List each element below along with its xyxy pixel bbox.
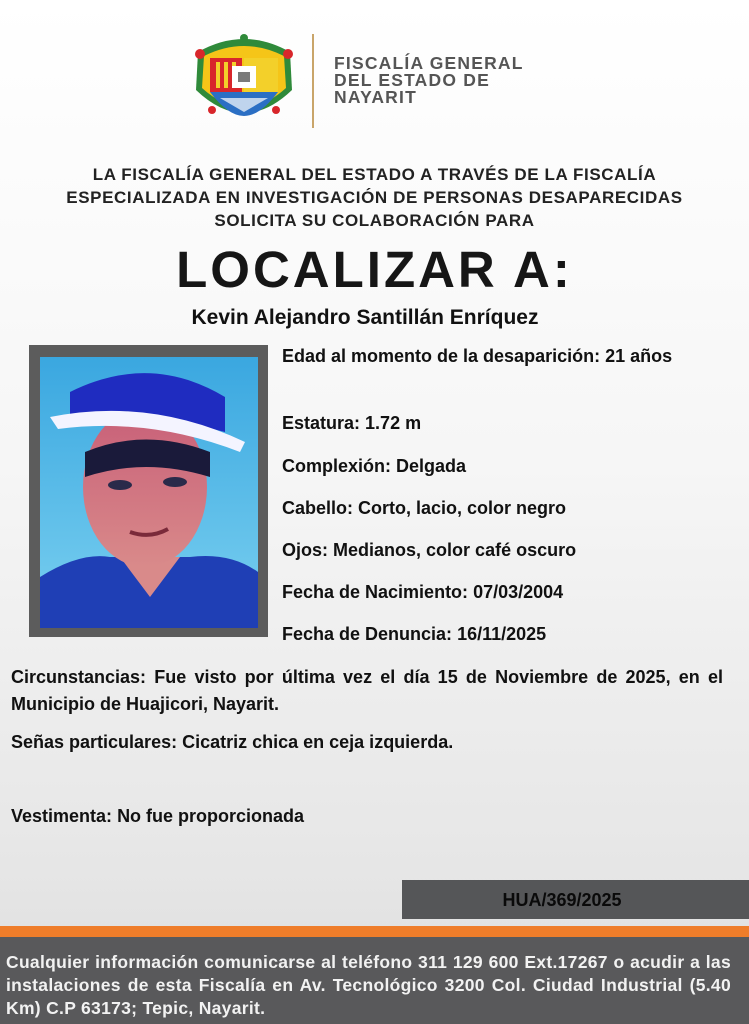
field-value: Corto, lacio, color negro — [358, 498, 567, 518]
distinguishing-marks-text: Cicatriz chica en ceja izquierda. — [182, 732, 454, 752]
case-number: HUA/369/2025 — [502, 890, 622, 910]
case-number-box — [402, 880, 749, 919]
field-value: 1.72 m — [365, 413, 422, 433]
clothing-text: No fue proporcionada — [117, 806, 305, 826]
field-label: Complexión: — [282, 456, 392, 476]
field-age — [282, 346, 672, 367]
intro-line: LA FISCALÍA GENERAL DEL ESTADO A TRAVÉS DE LA FISCALÍA — [92, 165, 657, 184]
field-value: Delgada — [396, 456, 467, 476]
person-photo — [40, 357, 258, 628]
agency-name — [334, 55, 524, 106]
field-label: Fecha de Nacimiento: — [282, 582, 469, 602]
nayarit-state-seal-icon — [190, 32, 298, 130]
field-build — [282, 456, 466, 477]
field-value: 07/03/2004 — [473, 582, 564, 602]
circumstances — [11, 664, 723, 718]
distinguishing-marks — [11, 732, 453, 753]
page-title: LOCALIZAR A: — [176, 241, 573, 298]
field-height — [282, 413, 421, 434]
intro-line: ESPECIALIZADA EN INVESTIGACIÓN DE PERSONAS DESAPARECIDAS — [66, 188, 683, 207]
distinguishing-marks-label: Señas particulares: — [11, 732, 178, 752]
person-photo-frame — [29, 345, 268, 637]
field-value: 21 años — [605, 346, 673, 366]
field-label: Ojos: — [282, 540, 329, 560]
agency-line: DEL ESTADO DE — [334, 70, 490, 90]
circumstances-text: Fue visto por última vez el día 15 de Noviembre de 2025, en el Municipio de Huajicori, Nayarit. — [11, 667, 723, 714]
footer-contact-text: Cualquier información comunicarse al teléfono 311 129 600 Ext.17267 o acudir a las instalaciones de esta Fiscalía en Av. Tecnológico 3200 Col. Ciudad Industrial (5.40 Km) C.P 63173; Tepic, Nayarit. — [6, 952, 731, 1018]
field-label: Estatura: — [282, 413, 361, 433]
intro-line: SOLICITA SU COLABORACIÓN PARA — [214, 211, 535, 230]
agency-line: FISCALÍA GENERAL — [334, 53, 524, 73]
person-name: Kevin Alejandro Santillán Enríquez — [191, 306, 539, 329]
header — [190, 30, 590, 135]
field-birth-date — [282, 582, 563, 603]
field-value: 16/11/2025 — [457, 624, 547, 644]
header-divider — [312, 34, 314, 128]
field-label: Cabello: — [282, 498, 354, 518]
field-label: Fecha de Denuncia: — [282, 624, 453, 644]
clothing-label: Vestimenta: — [11, 806, 113, 826]
footer — [0, 937, 749, 1024]
clothing — [11, 806, 304, 827]
field-eyes — [282, 540, 576, 561]
intro-text — [0, 163, 749, 232]
field-label: Edad al momento de la desaparición: — [282, 346, 601, 366]
field-value: Medianos, color café oscuro — [333, 540, 577, 560]
circumstances-label: Circunstancias: — [11, 667, 147, 687]
field-hair — [282, 498, 566, 519]
accent-bar — [0, 926, 749, 937]
field-report-date — [282, 624, 546, 645]
agency-line: NAYARIT — [334, 87, 417, 107]
